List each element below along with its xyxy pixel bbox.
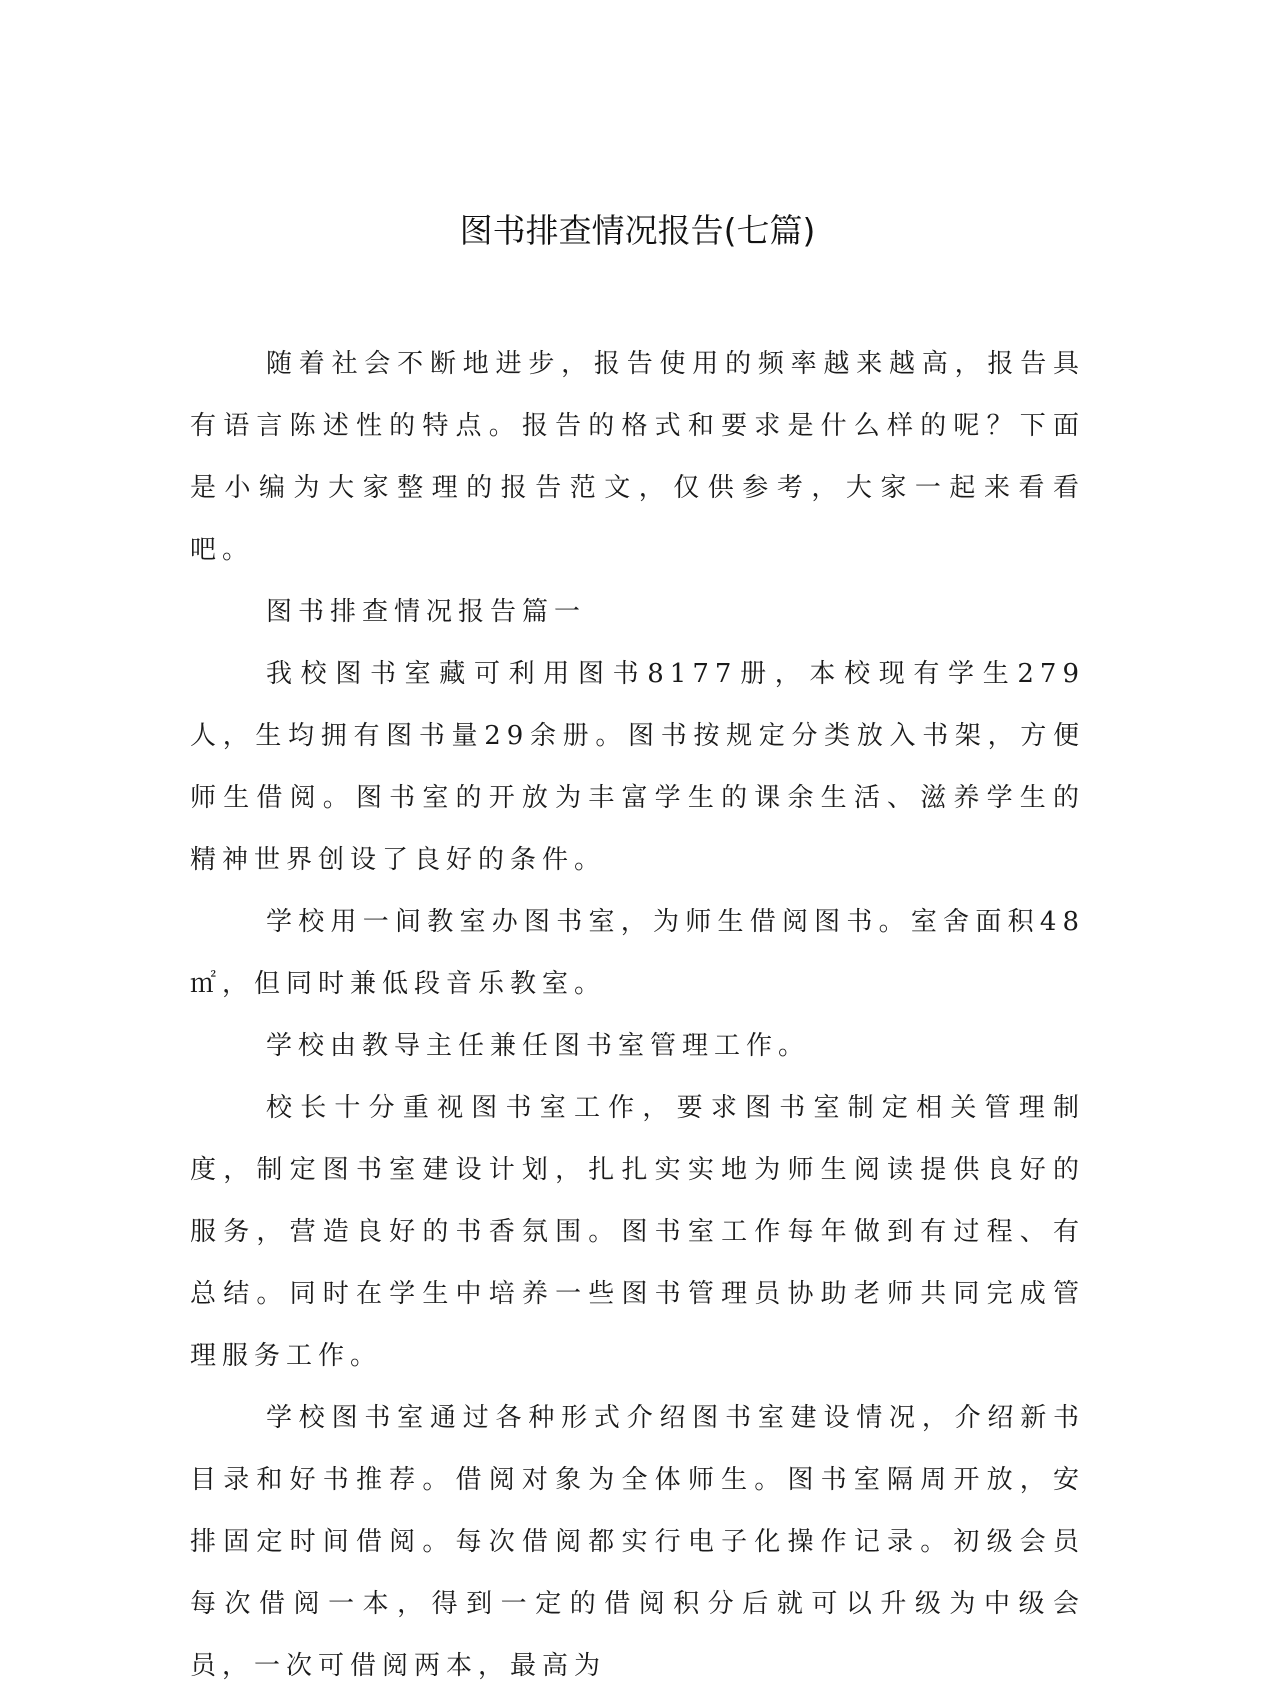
paragraph-lending: 学校图书室通过各种形式介绍图书室建设情况，介绍新书目录和好书推荐。借阅对象为全体师生。图书室隔周开放，安排固定时间借阅。每次借阅都实行电子化操作记录。初级会员每次借阅一本，得到一定的借阅积分后就可以升级为中级会员，一次可借阅两本，最高为 [190, 1403, 1085, 1681]
paragraph-principal: 校长十分重视图书室工作，要求图书室制定相关管理制度，制定图书室建设计划，扎扎实实地为师生阅读提供良好的服务，营造良好的书香氛围。图书室工作每年做到有过程、有总结。同时在学生中培养一些图书管理员协助老师共同完成管理服务工作。 [190, 1093, 1085, 1371]
document-title: 图书排查情况报告(七篇) [459, 211, 816, 250]
paragraph-management: 学校由教导主任兼任图书室管理工作。 [266, 1031, 811, 1061]
paragraph-room: 学校用一间教室办图书室，为师生借阅图书。室舍面积48㎡，但同时兼低段音乐教室。 [190, 907, 1085, 999]
paragraph-intro: 随着社会不断地进步，报告使用的频率越来越高，报告具有语言陈述性的特点。报告的格式和要求是什么样的呢？下面是小编为大家整理的报告范文，仅供参考，大家一起来看看吧。 [190, 349, 1085, 565]
paragraph-collection: 我校图书室藏可利用图书8177册，本校现有学生279人，生均拥有图书量29余册。图书按规定分类放入书架，方便师生借阅。图书室的开放为丰富学生的课余生活、滋养学生的精神世界创设了良好的条件。 [190, 659, 1085, 875]
document-body [190, 333, 1085, 1697]
section-heading: 图书排查情况报告篇一 [266, 597, 587, 627]
